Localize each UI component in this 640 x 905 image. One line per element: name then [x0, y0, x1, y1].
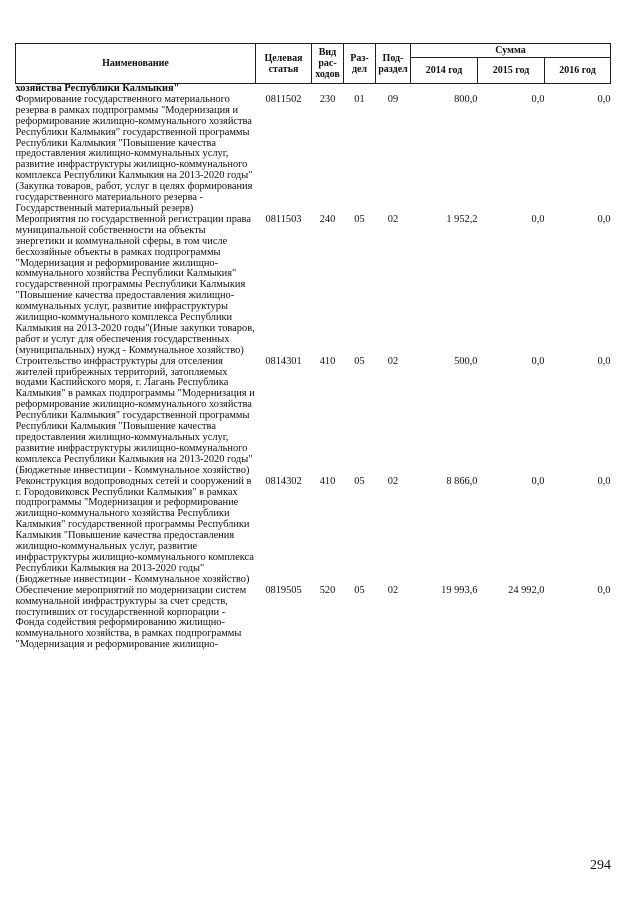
- table-row: [16, 95, 611, 215]
- row-subsection: 02: [387, 584, 399, 596]
- col-header-target: Целевая статья: [256, 44, 312, 84]
- row-target: 0819505: [265, 584, 302, 596]
- col-header-expense-type: Вид рас- ходов: [312, 44, 344, 84]
- row-2016: 0,0: [597, 355, 611, 367]
- row-kind: 240: [319, 213, 336, 225]
- row-subsection: 02: [387, 355, 399, 367]
- row-subsection: 02: [387, 213, 399, 225]
- row-2016: 0,0: [597, 213, 611, 225]
- table-header: [16, 44, 611, 84]
- row-kind: 520: [319, 584, 336, 596]
- row-section: 05: [354, 584, 365, 596]
- row-target: 0814302: [265, 475, 302, 487]
- row-section: 01: [354, 93, 365, 105]
- row-name: Формирование государственного материального резерва в рамках подпрограммы "Модернизация и реформирование жилищно-коммунального хозяйства Республики Калмыкия" государственной программы Республики Калмыкия "Повышение качества предоставления жилищно-коммунальных услуг, развитие инфраструктуры жилищно-коммунального комплекса Республики Калмыкия на 2013-2020 годы"(Закупка товаров, работ, услуг в целях формирования государственного материального резерва - Государственный материальный резерв): [15, 93, 253, 214]
- row-2015: 0,0: [531, 213, 545, 225]
- row-name: Обеспечение мероприятий по модернизации систем коммунальной инфраструктуры за счет средств, поступивших от государственной корпорации - Фонда содействия реформированию жилищно-коммунального хозяйства, в рамках подпрограммы "Модернизация и реформирование жилищно-: [15, 584, 247, 651]
- col-header-subsection: Под- раздел: [376, 44, 411, 84]
- row-subsection: 02: [387, 475, 399, 487]
- budget-table: [15, 43, 611, 651]
- table-row: [16, 357, 611, 477]
- continuation-text: хозяйства Республики Калмыкия": [15, 83, 180, 94]
- row-kind: 410: [319, 355, 336, 367]
- row-2015: 0,0: [531, 475, 545, 487]
- col-header-2015: 2015 год: [478, 58, 545, 84]
- row-name: Строительство инфраструктуры для отселения жителей прибрежных территорий, затопляемых водами Каспийского моря, г. Лагань Республика Калмыкия" в рамках подпрограммы "Модернизация и реформирование жилищно-коммунального хозяйства Республики Калмыкия" государственной программы Республики Калмыкия "Повышение качества предоставления жилищно-коммунальных услуг, развитие инфраструктуры жилищно-коммунального комплекса Республики Калмыкия на 2013-2020 годы"(Бюджетные инвестиции - Коммунальное хозяйство): [15, 355, 255, 476]
- row-kind: 230: [319, 93, 336, 105]
- row-kind: 410: [319, 475, 336, 487]
- row-2016: 0,0: [597, 475, 611, 487]
- row-2016: 0,0: [597, 93, 611, 105]
- table-row: [16, 215, 611, 357]
- row-name: Мероприятия по государственной регистрации права муниципальной собственности на объекты энергетики и коммунальной сферы, в том числе бесхозяйные объекты в рамках подпрограммы "Модернизация и реформирование жилищно-коммунального хозяйства Республики Калмыкия" государственной программы Республики Калмыкия "Повышение качества предоставления жилищно-коммунальных услуг, развитие инфраструктуры жилищно-коммунального комплекса Республики Калмыкия на 2013-2020 годы"(Иные закупки товаров, работ и услуг для обеспечения государственных (муниципальных) нужд - Коммунальное хозяйство): [15, 213, 255, 356]
- col-header-2014: 2014 год: [411, 58, 478, 84]
- table-row: [16, 586, 611, 651]
- page-number: 294: [590, 858, 611, 873]
- row-2015: 0,0: [531, 355, 545, 367]
- row-2015: 24 992,0: [508, 584, 545, 596]
- row-2014: 1 952,2: [446, 213, 478, 225]
- row-name: Реконструкция водопроводных сетей и сооружений в г. Городовиковск Республики Калмыкия" в рамках подпрограммы "Модернизация и реформирование жилищно-коммунального хозяйства Республики Калмыкия" государственной программы Республики Калмыкия "Повышение качества предоставления жилищно-коммунальных услуг, развитие инфраструктуры жилищно-коммунального комплекса Республики Калмыкия на 2013-2020 годы"(Бюджетные инвестиции - Коммунальное хозяйство): [15, 475, 254, 585]
- col-header-name: Наименование: [16, 44, 256, 84]
- row-target: 0811503: [265, 213, 302, 225]
- row-section: 05: [354, 213, 365, 225]
- row-2014: 800,0: [454, 93, 478, 105]
- row-2014: 19 993,6: [441, 584, 478, 596]
- col-header-2016: 2016 год: [545, 58, 611, 84]
- row-2016: 0,0: [597, 584, 611, 596]
- row-section: 05: [354, 355, 365, 367]
- row-subsection: 09: [387, 93, 399, 105]
- col-header-section: Раз- дел: [344, 44, 376, 84]
- row-target: 0814301: [265, 355, 302, 367]
- table-row: [16, 477, 611, 586]
- row-2015: 0,0: [531, 93, 545, 105]
- row-target: 0811502: [265, 93, 302, 105]
- row-2014: 500,0: [454, 355, 478, 367]
- row-2014: 8 866,0: [446, 475, 478, 487]
- col-header-sum: Сумма: [411, 44, 611, 58]
- row-section: 05: [354, 475, 365, 487]
